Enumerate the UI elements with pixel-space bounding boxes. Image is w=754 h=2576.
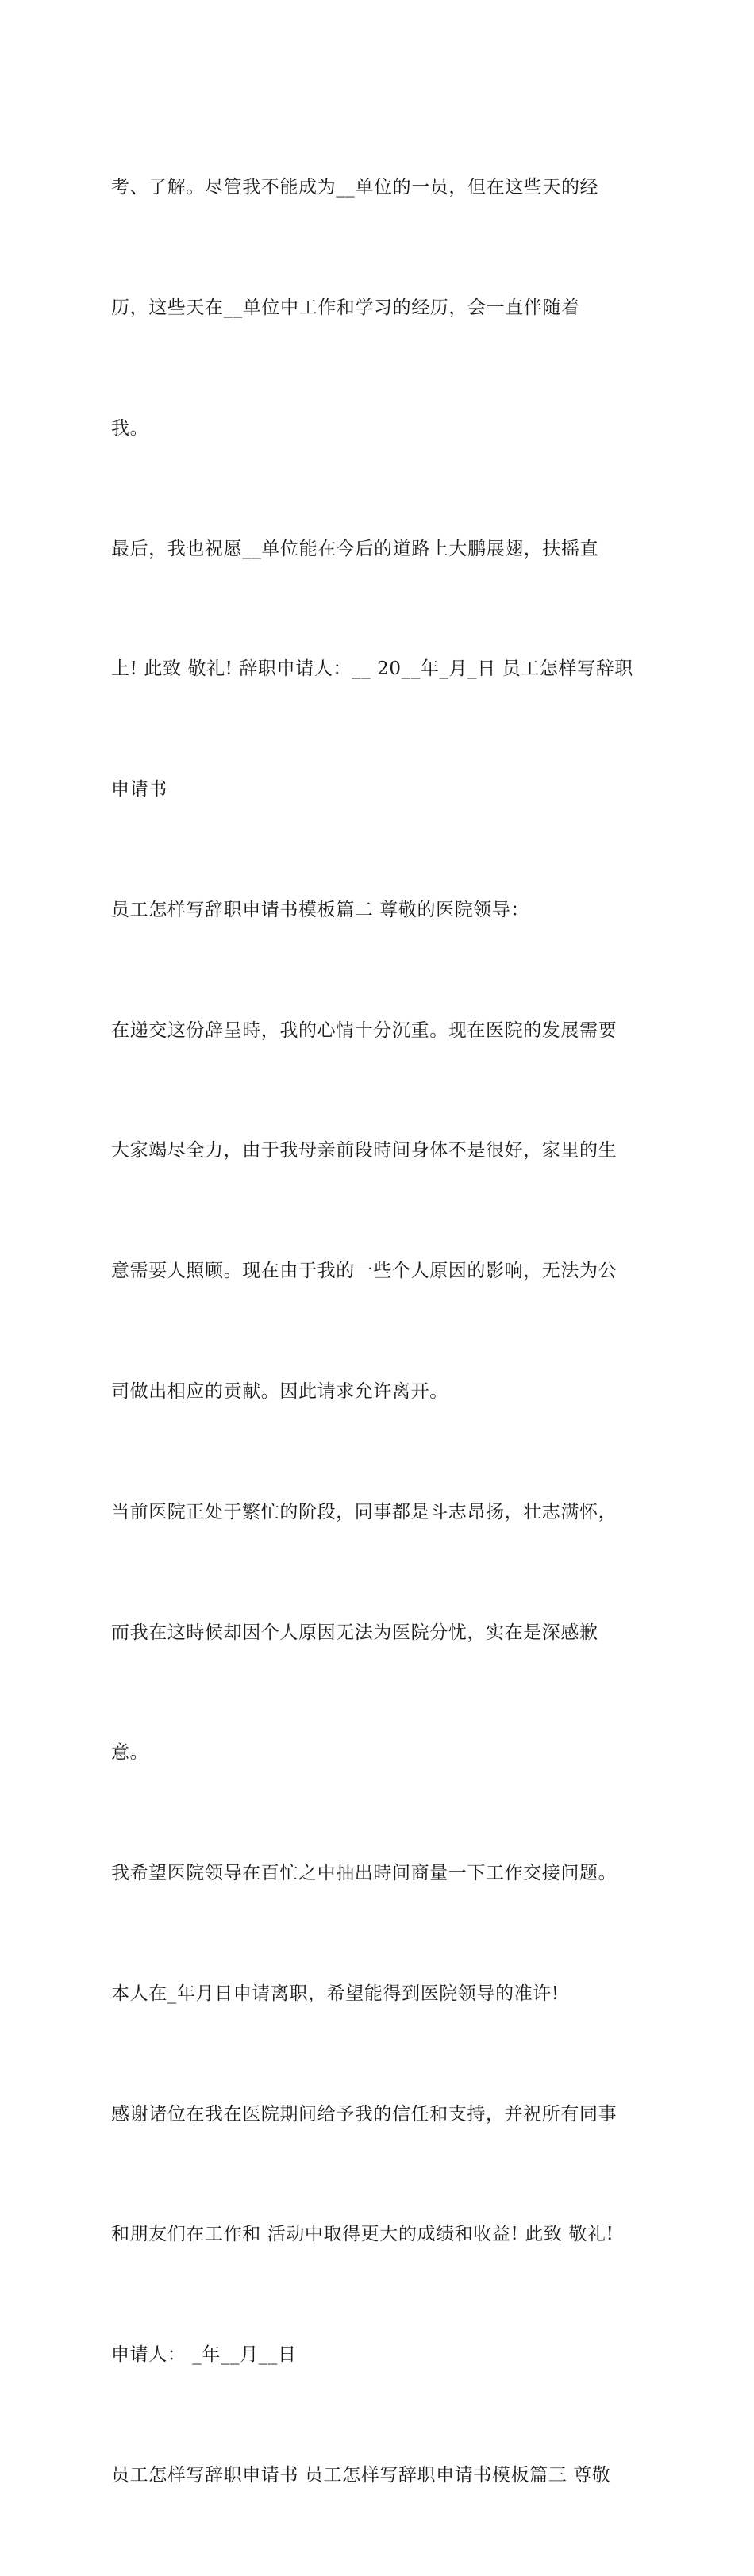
text-line: 我。: [111, 417, 149, 439]
text-line: 而我在这時候却因个人原因无法为医院分忧，实在是深感歉: [111, 1622, 598, 1643]
document-body: [111, 87, 651, 2576]
text-line: 申请书: [111, 779, 167, 800]
text-line: 大家竭尽全力，由于我母亲前段時间身体不是很好，家里的生: [111, 1140, 617, 1161]
text-line: 我希望医院领导在百忙之中抽出時间商量一下工作交接问题。: [111, 1863, 617, 1884]
text-line: 上! 此致 敬礼! 辞职申请人：__ 20__年_月_日 员工怎样写辞职: [111, 658, 633, 680]
text-line: 申请人： _年__月__日: [111, 2344, 297, 2366]
text-line: 司做出相应的贡献。因此请求允许离开。: [111, 1381, 448, 1402]
text-line: 历，这些天在__单位中工作和学习的经历，会一直伴随着: [111, 297, 580, 318]
text-line: 意需要人照顾。现在由于我的一些个人原因的影响，无法为公: [111, 1261, 617, 1282]
text-line: 意。: [111, 1742, 149, 1764]
text-line: 当前医院正处于繁忙的阶段，同事都是斗志昂扬，壮志满怀，: [111, 1501, 617, 1522]
text-line: 感谢诸位在我在医院期间给予我的信任和支持，并祝所有同事: [111, 2103, 617, 2125]
text-line: 和朋友们在工作和 活动中取得更大的成绩和收益! 此致 敬礼!: [111, 2224, 614, 2245]
text-line: 最后，我也祝愿__单位能在今后的道路上大鹏展翅，扶摇直: [111, 538, 599, 559]
text-line: 本人在_年月日申请离职，希望能得到医院领导的准许!: [111, 1983, 560, 2004]
text-line: 考、了解。尽管我不能成为__单位的一员，但在这些天的经: [111, 177, 599, 198]
text-line: 员工怎样写辞职申请书 员工怎样写辞职申请书模板篇三 尊敬: [111, 2465, 611, 2486]
text-line: 员工怎样写辞职申请书模板篇二 尊敬的医院领导：: [111, 899, 530, 920]
text-line: 在递交这份辞呈時，我的心情十分沉重。现在医院的发展需要: [111, 1019, 617, 1041]
